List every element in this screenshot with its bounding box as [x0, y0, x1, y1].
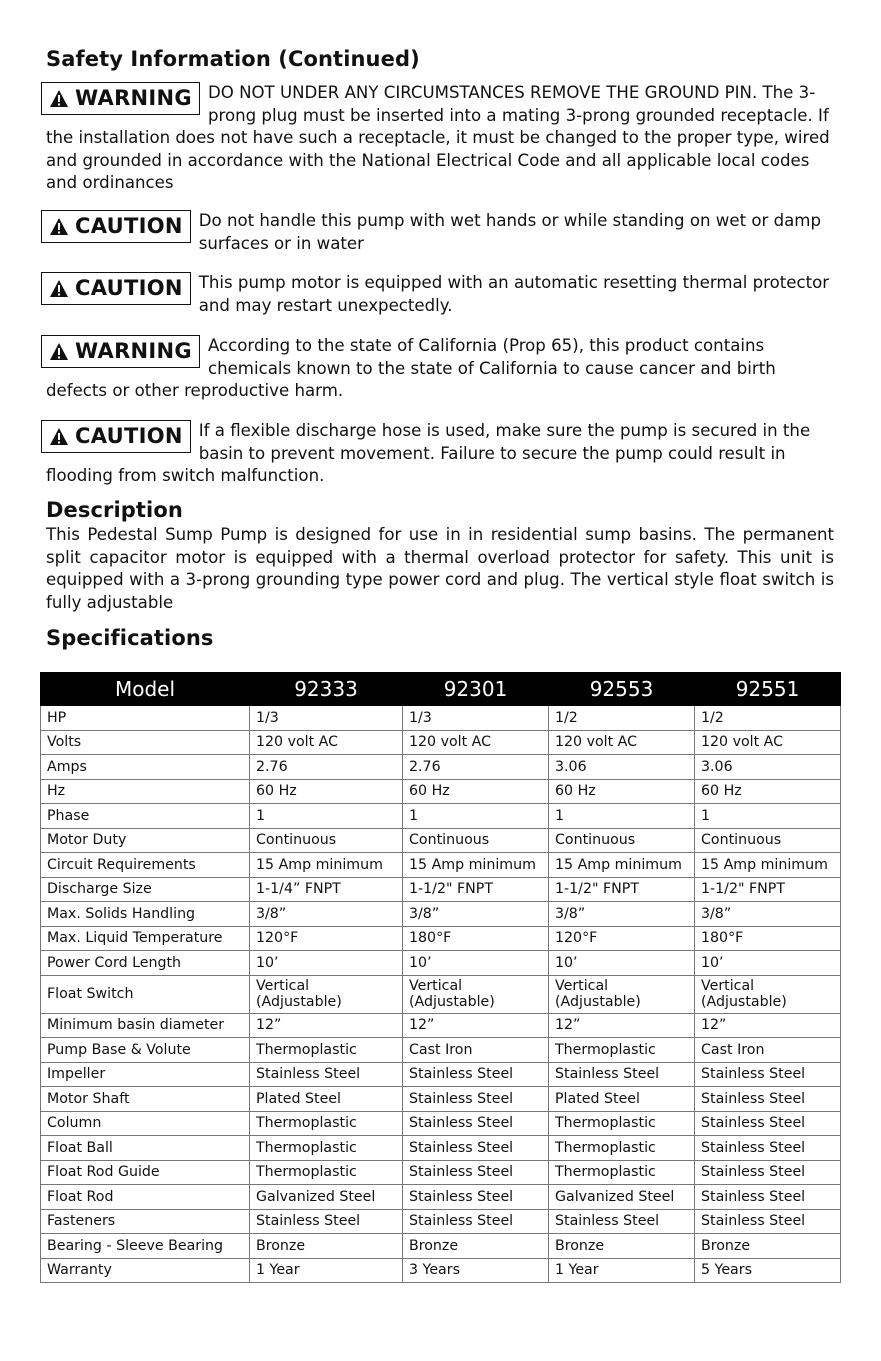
- table-row: [41, 1111, 841, 1136]
- table-cell: 3/8”: [403, 902, 549, 927]
- notice-text: According to the state of California (Prop 65), this product contains chemicals known to the state of California to cause cancer and birth defects or other reproductive harm.: [46, 336, 776, 400]
- table-cell: 5 Years: [695, 1258, 841, 1283]
- badge-label: WARNING: [75, 86, 192, 111]
- table-cell: 3.06: [549, 755, 695, 780]
- table-cell: Stainless Steel: [695, 1087, 841, 1112]
- table-cell: 1-1/2" FNPT: [549, 877, 695, 902]
- table-cell: Continuous: [403, 828, 549, 853]
- table-cell: 10’: [695, 951, 841, 976]
- table-row: [41, 1038, 841, 1063]
- table-cell: 12”: [695, 1013, 841, 1038]
- table-cell: Vertical (Adjustable): [250, 975, 403, 1013]
- table-cell: Stainless Steel: [403, 1160, 549, 1185]
- table-row: [41, 853, 841, 878]
- warning-badge: [41, 335, 200, 368]
- table-body: [41, 706, 841, 1283]
- table-cell: 1/2: [695, 706, 841, 731]
- caution-badge: [41, 210, 191, 243]
- table-row: [41, 828, 841, 853]
- table-cell: Bronze: [549, 1234, 695, 1259]
- notice-thermal-protector: [46, 272, 836, 317]
- table-cell: Stainless Steel: [695, 1111, 841, 1136]
- column-header: 92551: [695, 673, 841, 706]
- notice-ground-pin: [46, 82, 836, 195]
- table-cell: 2.76: [403, 755, 549, 780]
- table-cell: 12”: [250, 1013, 403, 1038]
- table-row: [41, 1185, 841, 1210]
- table-cell: Plated Steel: [250, 1087, 403, 1112]
- table-cell: Stainless Steel: [695, 1136, 841, 1161]
- table-row: [41, 1013, 841, 1038]
- table-cell: 180°F: [695, 926, 841, 951]
- table-cell: 1-1/4” FNPT: [250, 877, 403, 902]
- row-label-cell: Volts: [41, 730, 250, 755]
- table-cell: Thermoplastic: [549, 1160, 695, 1185]
- table-cell: Galvanized Steel: [250, 1185, 403, 1210]
- table-cell: 1: [695, 804, 841, 829]
- table-row: [41, 1209, 841, 1234]
- notice-text: If a flexible discharge hose is used, make sure the pump is secured in the basin to prevent movement. Failure to secure the pump could result in flooding from switch malfunction.: [46, 421, 811, 485]
- table-cell: 1-1/2" FNPT: [403, 877, 549, 902]
- table-row: [41, 902, 841, 927]
- table-row: [41, 804, 841, 829]
- table-cell: 120 volt AC: [695, 730, 841, 755]
- table-header-row: [41, 673, 841, 706]
- table-cell: 1: [250, 804, 403, 829]
- warning-badge: [41, 82, 200, 115]
- table-row: [41, 1234, 841, 1259]
- table-cell: 120 volt AC: [403, 730, 549, 755]
- table-cell: 3/8”: [695, 902, 841, 927]
- warning-triangle-icon: [49, 89, 69, 108]
- row-label-cell: Warranty: [41, 1258, 250, 1283]
- table-cell: 1 Year: [250, 1258, 403, 1283]
- warning-triangle-icon: [49, 279, 69, 298]
- notice-discharge-hose: [46, 420, 836, 488]
- table-cell: Bronze: [403, 1234, 549, 1259]
- table-cell: Bronze: [695, 1234, 841, 1259]
- table-cell: 1/3: [250, 706, 403, 731]
- row-label-cell: Motor Duty: [41, 828, 250, 853]
- table-cell: Stainless Steel: [403, 1185, 549, 1210]
- table-cell: Stainless Steel: [250, 1062, 403, 1087]
- table-cell: Stainless Steel: [403, 1136, 549, 1161]
- row-label-cell: Float Ball: [41, 1136, 250, 1161]
- column-header: 92553: [549, 673, 695, 706]
- table-row: [41, 877, 841, 902]
- specifications-heading: Specifications: [46, 626, 214, 650]
- table-cell: Vertical (Adjustable): [695, 975, 841, 1013]
- description-heading: Description: [46, 498, 183, 522]
- table-cell: Stainless Steel: [695, 1209, 841, 1234]
- row-label-cell: Discharge Size: [41, 877, 250, 902]
- table-row: [41, 951, 841, 976]
- table-row: [41, 755, 841, 780]
- table-cell: 15 Amp minimum: [695, 853, 841, 878]
- table-cell: Continuous: [549, 828, 695, 853]
- notice-text: DO NOT UNDER ANY CIRCUMSTANCES REMOVE THE GROUND PIN. The 3-prong plug must be inserted into a mating 3-prong grounded receptacle. If the installation does not have such a receptacle, it must be changed to the proper type, wired and grounded in accordance with the National Electrical Code and all applicable local codes and ordinances: [46, 83, 830, 192]
- table-row: [41, 779, 841, 804]
- specifications-table: [40, 672, 841, 1283]
- safety-heading: Safety Information (Continued): [46, 47, 420, 71]
- table-cell: 1/2: [549, 706, 695, 731]
- table-cell: Stainless Steel: [403, 1062, 549, 1087]
- table-cell: 10’: [250, 951, 403, 976]
- warning-triangle-icon: [49, 427, 69, 446]
- table-cell: 60 Hz: [695, 779, 841, 804]
- table-cell: Thermoplastic: [250, 1160, 403, 1185]
- table-cell: 10’: [403, 951, 549, 976]
- row-label-cell: Impeller: [41, 1062, 250, 1087]
- table-cell: Continuous: [695, 828, 841, 853]
- row-label-cell: Phase: [41, 804, 250, 829]
- table-cell: 15 Amp minimum: [403, 853, 549, 878]
- table-cell: 120°F: [549, 926, 695, 951]
- row-label-cell: Hz: [41, 779, 250, 804]
- table-cell: 1-1/2" FNPT: [695, 877, 841, 902]
- row-label-cell: Float Switch: [41, 975, 250, 1013]
- table-cell: 10’: [549, 951, 695, 976]
- table-cell: 60 Hz: [250, 779, 403, 804]
- table-cell: 15 Amp minimum: [250, 853, 403, 878]
- table-cell: Stainless Steel: [250, 1209, 403, 1234]
- table-row: [41, 926, 841, 951]
- table-cell: 60 Hz: [549, 779, 695, 804]
- table-cell: Plated Steel: [549, 1087, 695, 1112]
- table-cell: 12”: [549, 1013, 695, 1038]
- row-label-cell: Power Cord Length: [41, 951, 250, 976]
- description-text: This Pedestal Sump Pump is designed for use in in residential sump basins. The permanent split capacitor motor is equipped with a thermal overload protector for safety. This unit is equipped with a 3-prong grounding type power cord and plug. The vertical style float switch is fully adjustable: [46, 525, 834, 612]
- table-cell: 1: [549, 804, 695, 829]
- table-row: [41, 1062, 841, 1087]
- table-cell: 1/3: [403, 706, 549, 731]
- table-cell: 60 Hz: [403, 779, 549, 804]
- table-cell: Stainless Steel: [549, 1062, 695, 1087]
- badge-label: CAUTION: [75, 276, 183, 301]
- table-row: [41, 1136, 841, 1161]
- table-cell: Thermoplastic: [250, 1038, 403, 1063]
- row-label-cell: Motor Shaft: [41, 1087, 250, 1112]
- table-cell: Thermoplastic: [250, 1136, 403, 1161]
- table-cell: 120 volt AC: [250, 730, 403, 755]
- row-label-cell: Float Rod: [41, 1185, 250, 1210]
- badge-label: CAUTION: [75, 214, 183, 239]
- badge-label: WARNING: [75, 339, 192, 364]
- row-label-cell: Circuit Requirements: [41, 853, 250, 878]
- table-cell: Continuous: [250, 828, 403, 853]
- table-cell: Stainless Steel: [403, 1087, 549, 1112]
- notice-wet-hands: [46, 210, 836, 255]
- warning-triangle-icon: [49, 217, 69, 236]
- table-cell: Thermoplastic: [549, 1038, 695, 1063]
- table-cell: 1: [403, 804, 549, 829]
- table-cell: Cast Iron: [695, 1038, 841, 1063]
- table-cell: Thermoplastic: [549, 1136, 695, 1161]
- table-cell: Stainless Steel: [695, 1185, 841, 1210]
- column-header: 92301: [403, 673, 549, 706]
- table-cell: Stainless Steel: [695, 1062, 841, 1087]
- row-label-cell: Float Rod Guide: [41, 1160, 250, 1185]
- table-cell: Galvanized Steel: [549, 1185, 695, 1210]
- row-label-cell: Fasteners: [41, 1209, 250, 1234]
- row-label-cell: Max. Solids Handling: [41, 902, 250, 927]
- badge-label: CAUTION: [75, 424, 183, 449]
- table-cell: 1 Year: [549, 1258, 695, 1283]
- table-cell: Bronze: [250, 1234, 403, 1259]
- table-cell: Thermoplastic: [549, 1111, 695, 1136]
- table-cell: Cast Iron: [403, 1038, 549, 1063]
- table-cell: Vertical (Adjustable): [403, 975, 549, 1013]
- table-row: [41, 1160, 841, 1185]
- notice-text: This pump motor is equipped with an automatic resetting thermal protector and may restart unexpectedly.: [198, 273, 830, 315]
- table-cell: 3 Years: [403, 1258, 549, 1283]
- column-header: 92333: [250, 673, 403, 706]
- table-row: [41, 975, 841, 1013]
- warning-triangle-icon: [49, 342, 69, 361]
- table-cell: 3.06: [695, 755, 841, 780]
- caution-badge: [41, 420, 191, 453]
- column-header: Model: [41, 673, 250, 706]
- table-cell: Stainless Steel: [403, 1111, 549, 1136]
- table-row: [41, 1258, 841, 1283]
- table-row: [41, 730, 841, 755]
- table-cell: 120 volt AC: [549, 730, 695, 755]
- table-cell: 120°F: [250, 926, 403, 951]
- notice-prop65: [46, 335, 836, 403]
- table-cell: Vertical (Adjustable): [549, 975, 695, 1013]
- row-label-cell: Max. Liquid Temperature: [41, 926, 250, 951]
- table-cell: Stainless Steel: [695, 1160, 841, 1185]
- table-cell: Stainless Steel: [403, 1209, 549, 1234]
- table-cell: 180°F: [403, 926, 549, 951]
- table-cell: 2.76: [250, 755, 403, 780]
- row-label-cell: Amps: [41, 755, 250, 780]
- caution-badge: [41, 272, 191, 305]
- table-cell: 3/8”: [250, 902, 403, 927]
- table-row: [41, 1087, 841, 1112]
- row-label-cell: Bearing - Sleeve Bearing: [41, 1234, 250, 1259]
- row-label-cell: Column: [41, 1111, 250, 1136]
- table-cell: Stainless Steel: [549, 1209, 695, 1234]
- table-cell: 15 Amp minimum: [549, 853, 695, 878]
- table-cell: 12”: [403, 1013, 549, 1038]
- table-row: [41, 706, 841, 731]
- row-label-cell: Pump Base & Volute: [41, 1038, 250, 1063]
- row-label-cell: Minimum basin diameter: [41, 1013, 250, 1038]
- row-label-cell: HP: [41, 706, 250, 731]
- table-cell: Thermoplastic: [250, 1111, 403, 1136]
- table-cell: 3/8”: [549, 902, 695, 927]
- notice-text: Do not handle this pump with wet hands or while standing on wet or damp surfaces or in water: [198, 211, 822, 253]
